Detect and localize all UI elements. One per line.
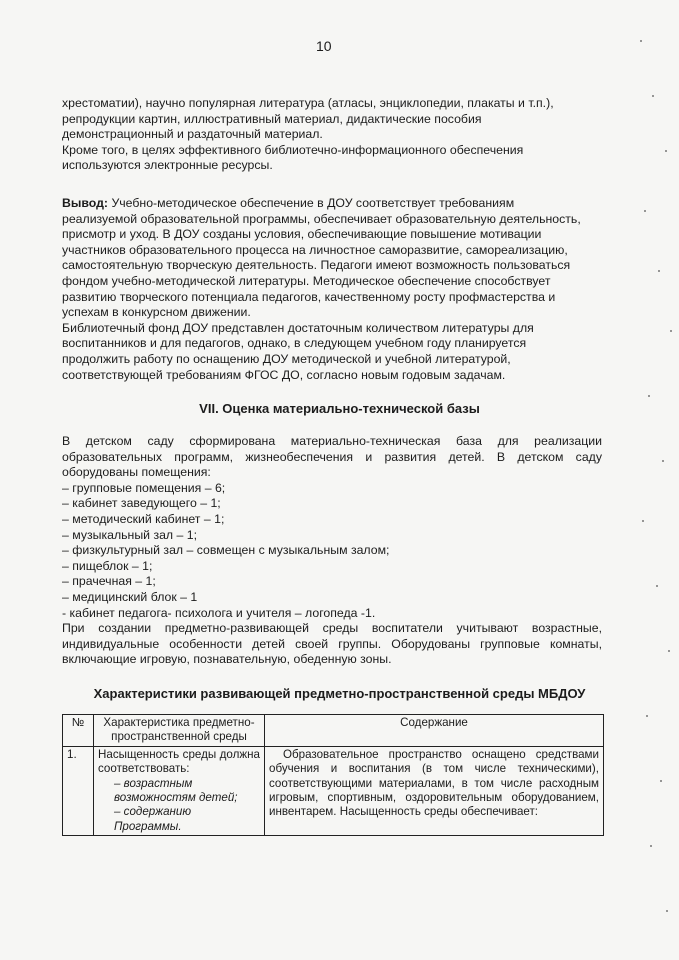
header-cell-characteristic: Характеристика предметно- пространственной среды	[94, 715, 265, 747]
section-heading: VII. Оценка материально-технической базы	[199, 401, 480, 416]
text-line: демонстрационный и раздаточный материал.	[62, 127, 323, 142]
environment-table	[62, 714, 604, 836]
characteristic-main: Насыщенность среды должна соответствовать:	[98, 747, 260, 776]
text-line: оборудованы помещения:	[62, 465, 211, 480]
list-item: – прачечная – 1;	[62, 574, 156, 589]
text-line: Кроме того, в целях эффективного библиотечно-информационного обеспечения	[62, 142, 524, 157]
list-item: – музыкальный зал – 1;	[62, 527, 198, 542]
text-line: самостоятельную творческую деятельность. Педагоги имеют возможность пользоваться	[62, 258, 571, 273]
text-line: В детском саду сформирована материально-техническая база для реализации	[62, 434, 602, 448]
text-line: образовательных программ, жизнеобеспечения и развития детей. В детском саду	[62, 449, 602, 464]
table-header-row	[63, 715, 604, 747]
row-number: 1.	[63, 746, 94, 835]
list-item: – кабинет заведующего – 1;	[62, 496, 221, 511]
text-line: используются электронные ресурсы.	[62, 158, 273, 173]
text-line: присмотр и уход. В ДОУ созданы условия, обеспечивающие повышение мотивации	[62, 227, 542, 242]
text-line: соответствующей требованиям ФГОС ДО, согласно новым годовым задачам.	[62, 367, 506, 382]
text-line: развитию творческого потенциала педагогов, качественному росту профмастерства и	[62, 289, 556, 304]
scan-edge-noise	[630, 0, 679, 960]
text-line: реализуемой образовательной программы, обеспечивает образовательную деятельность,	[62, 211, 581, 226]
text-line: Учебно-методическое обеспечение в ДОУ соответствует требованиям	[111, 196, 515, 210]
text-line: Библиотечный фонд ДОУ представлен достаточным количеством литературы для	[62, 320, 534, 335]
list-item: – методический кабинет – 1;	[62, 511, 225, 526]
header-cell-number: №	[63, 715, 94, 747]
text-line: включающие игровую, познавательную, обеденную зоны.	[62, 652, 392, 667]
text-line: При создании предметно-развивающей среды воспитатели учитывают возрастные,	[62, 621, 602, 636]
row-content: Образовательное пространство оснащено средствами обучения и воспитания (в том числе техническими), соответствующими материалами, в том числе расходным игровым, спортивным, оздоровительным оборудованием, инвентарем. Насыщенность среды обеспечивает:	[265, 746, 604, 835]
text-line: продолжить работу по оснащению ДОУ методической и учебной литературой,	[62, 351, 511, 366]
row-characteristic	[94, 746, 265, 835]
header-cell-content: Содержание	[265, 715, 604, 747]
list-item: – физкультурный зал – совмещен с музыкальным залом;	[62, 543, 390, 558]
table-row	[63, 746, 604, 835]
list-item: - кабинет педагога- психолога и учителя – логопеда -1.	[62, 605, 376, 620]
list-item: – пищеблок – 1;	[62, 558, 153, 573]
text-line: репродукции картин, иллюстративный материал, дидактические пособия	[62, 111, 482, 126]
text-line: участников образовательного процесса на личностное саморазвитие, самореализацию,	[62, 242, 568, 257]
paragraph-conclusion	[62, 196, 602, 383]
text-line: воспитанников и для педагогов, однако, в следующем учебном году планируется	[62, 336, 527, 351]
list-item: – медицинский блок – 1	[62, 589, 198, 604]
list-item: – групповые помещения – 6;	[62, 480, 226, 495]
paragraph-material-base	[62, 434, 602, 668]
text-line: хрестоматии), научно популярная литература (атласы, энциклопедии, плакаты и т.п.),	[62, 96, 554, 110]
text-line: фондом учебно-методической литературы. Методическое обеспечение способствует	[62, 273, 551, 288]
page-number: 10	[316, 38, 332, 54]
table-heading: Характеристики развивающей предметно-пространственной среды МБДОУ	[93, 686, 586, 701]
text-line: индивидуальные особенности детей своей группы. Оборудованы групповые комнаты,	[62, 636, 602, 651]
paragraph-literature	[62, 96, 602, 174]
conclusion-label: Вывод:	[62, 196, 109, 210]
characteristic-item: – возрастным возможностям детей;	[114, 776, 238, 805]
characteristic-item: – содержанию Программы.	[114, 805, 192, 833]
text-line: успехам в конкурсном движении.	[62, 305, 251, 320]
